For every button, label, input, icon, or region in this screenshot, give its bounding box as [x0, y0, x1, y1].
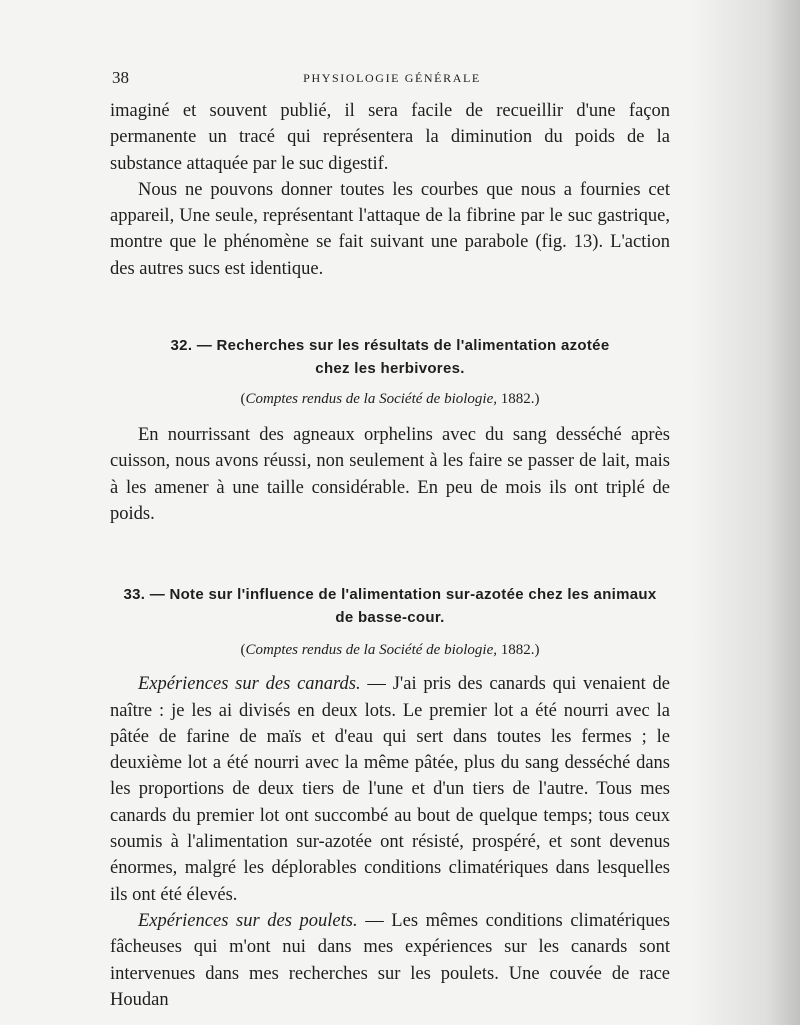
paragraph-courbes: Nous ne pouvons donner toutes les courbes que nous a fournies cet appareil, Une seule, représentant l'attaque de la fibrine par le suc gastrique, montre que le phénomène se fait suivant une parabole (fig. 13). L'action des autres sucs est identique.: [110, 179, 670, 279]
running-title: PHYSIOLOGIE GÉNÉRALE: [303, 71, 481, 85]
poulets-text: — Les mêmes conditions climatériques fâcheuses qui m'ont nui dans mes expériences sur les canards sont intervenues dans mes recherches sur les poulets. Une couvée de race Houdan: [110, 910, 670, 1010]
section-33-title-line2: de basse-cour.: [335, 609, 445, 627]
section-33-paragraph-poulets: [110, 908, 670, 1013]
page-number: 38: [112, 68, 129, 87]
page-body: [110, 98, 670, 1013]
section-32-source-year: 1882.: [500, 391, 535, 408]
section-32-source-journal: Comptes rendus de la Société de biologie,: [245, 391, 497, 408]
section-33-source: (Comptes rendus de la Société de biologie, 1882.): [240, 642, 540, 659]
section-32-title-line2: chez les herbivores.: [315, 360, 465, 378]
section-33-source-year: 1882.: [500, 642, 535, 659]
poulets-lead: Expériences sur des poulets.: [138, 910, 358, 931]
section-32-source: (Comptes rendus de la Société de biologie, 1882.): [240, 391, 540, 408]
section-33-title-line1: 33. — Note sur l'influence de l'alimentation sur-azotée chez les animaux: [123, 586, 657, 604]
paragraph-continuation: imaginé et souvent publié, il sera facile de recueillir d'une façon permanente un tracé qui représentera la diminution du poids de la substance attaquée par le suc digestif.: [110, 101, 670, 174]
section-32-paragraph: En nourrissant des agneaux orphelins avec du sang desséché après cuisson, nous avons réussi, non seulement à les faire se passer de lait, mais à les amener à une taille considérable. En peu de mois ils ont triplé de poids.: [110, 425, 670, 524]
canards-lead: Expériences sur des canards.: [138, 674, 361, 695]
page-header: [112, 68, 672, 92]
page-edge-shadow: [690, 0, 800, 1025]
section-33-paragraph-canards: [110, 671, 670, 908]
section-33-heading: [110, 583, 670, 629]
section-33-source-journal: Comptes rendus de la Société de biologie,: [245, 642, 497, 659]
section-32-title-line1: 32. — Recherches sur les résultats de l'alimentation azotée: [170, 337, 610, 355]
section-32-heading: [110, 334, 670, 380]
canards-text: — J'ai pris des canards qui venaient de naître : je les ai divisés en deux lots. Le premier lot a été nourri avec la pâtée de farine de maïs et d'eau qui sert dans toutes les fermes ; le deuxième lot a été nourri avec la même pâtée, plus du sang desséché dans les proportions de deux tiers de l'une et d'un tiers de l'autre. Tous mes canards du premier lot ont succombé au bout de quelque temps; tous ceux soumis à l'alimentation sur-azotée ont résisté, prospéré, et sont devenus énormes, malgré les déplorables conditions climatériques dans lesquelles ils ont été élevés.: [110, 674, 670, 905]
